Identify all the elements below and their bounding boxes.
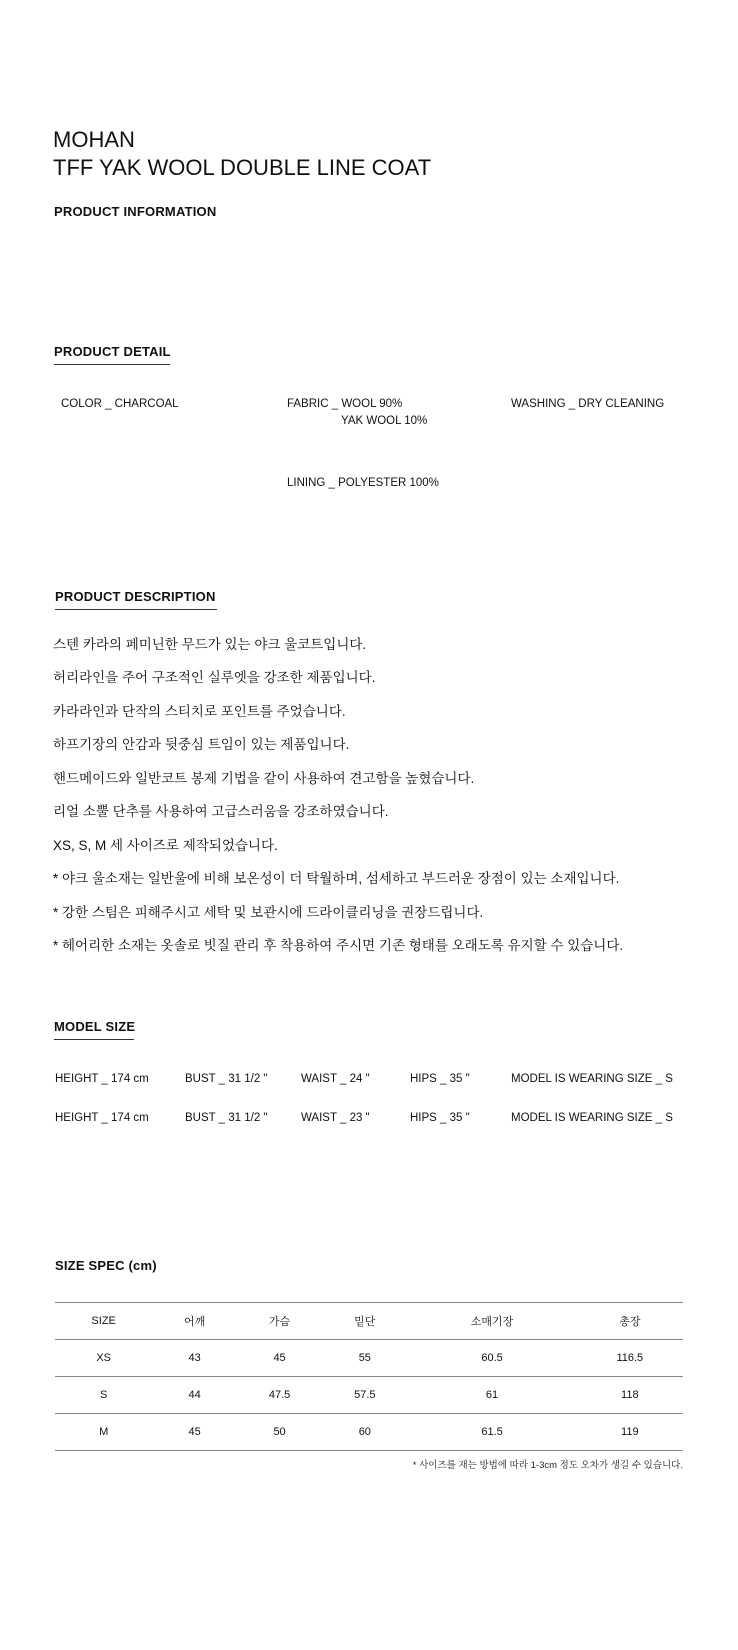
table-cell: S xyxy=(55,1377,152,1414)
description-line: 핸드메이드와 일반코트 봉제 기법을 같이 사용하여 견고함을 높혔습니다. xyxy=(53,771,475,786)
table-row xyxy=(55,1377,683,1414)
description-line: 허리라인을 주어 구조적인 실루엣을 강조한 제품입니다. xyxy=(53,670,376,685)
size-spec-heading: SIZE SPEC (cm) xyxy=(55,1258,157,1273)
detail-color: COLOR _ CHARCOAL xyxy=(61,398,179,410)
table-row xyxy=(55,1340,683,1377)
table-row xyxy=(55,1414,683,1451)
description-line: 스텐 카라의 페미닌한 무드가 있는 야크 울코트입니다. xyxy=(53,637,367,652)
size-spec-header-row xyxy=(55,1303,683,1340)
model-2-wearing-size: MODEL IS WEARING SIZE _ S xyxy=(511,1112,673,1124)
description-line: 리얼 소뿔 단추를 사용하여 고급스러움을 강조하였습니다. xyxy=(53,804,389,819)
size-column-header: SIZE xyxy=(55,1303,152,1340)
shoulder-column-header: 어깨 xyxy=(152,1303,237,1340)
model-2-waist: WAIST _ 23 " xyxy=(301,1112,370,1124)
description-line: XS, S, M 세 사이즈로 제작되었습니다. xyxy=(53,838,278,853)
model-2-bust: BUST _ 31 1/2 " xyxy=(185,1112,268,1124)
hem-column-header: 밑단 xyxy=(322,1303,407,1340)
table-cell: 47.5 xyxy=(237,1377,322,1414)
description-line: 카라라인과 단작의 스티치로 포인트를 주었습니다. xyxy=(53,704,346,719)
size-spec-table xyxy=(55,1302,683,1451)
table-cell: 60 xyxy=(322,1414,407,1451)
model-2-hips: HIPS _ 35 " xyxy=(410,1112,470,1124)
table-cell: 61 xyxy=(407,1377,576,1414)
model-size-divider xyxy=(54,1039,134,1040)
detail-fabric-line-2: YAK WOOL 10% xyxy=(341,415,428,427)
model-1-hips: HIPS _ 35 " xyxy=(410,1073,470,1085)
model-size-heading: MODEL SIZE xyxy=(54,1019,136,1034)
table-cell: 43 xyxy=(152,1340,237,1377)
model-1-waist: WAIST _ 24 " xyxy=(301,1073,370,1085)
detail-washing: WASHING _ DRY CLEANING xyxy=(511,398,665,410)
chest-column-header: 가슴 xyxy=(237,1303,322,1340)
description-line: * 야크 울소재는 일반울에 비해 보온성이 더 탁월하며, 섬세하고 부드러운 장점이 있는 소재입니다. xyxy=(53,871,620,886)
table-cell: XS xyxy=(55,1340,152,1377)
table-cell: 116.5 xyxy=(577,1340,683,1377)
description-line: * 헤어리한 소재는 옷솔로 빗질 관리 후 착용하여 주시면 기존 형태를 오래도록 유지할 수 있습니다. xyxy=(53,938,624,953)
model-2-height: HEIGHT _ 174 cm xyxy=(55,1112,149,1124)
table-cell: 119 xyxy=(577,1414,683,1451)
description-line: 하프기장의 안감과 뒷중심 트임이 있는 제품입니다. xyxy=(53,737,350,752)
size-measurement-note: * 사이즈를 재는 방법에 따라 1-3cm 정도 오차가 생길 수 있습니다. xyxy=(412,1460,683,1471)
product-detail-divider xyxy=(54,364,170,365)
detail-fabric-line-1: FABRIC _ WOOL 90% xyxy=(287,398,403,410)
total-length-column-header: 총장 xyxy=(577,1303,683,1340)
table-cell: 57.5 xyxy=(322,1377,407,1414)
product-description-divider xyxy=(55,609,217,610)
table-cell: 44 xyxy=(152,1377,237,1414)
product-title: TFF YAK WOOL DOUBLE LINE COAT xyxy=(53,155,432,180)
sleeve-length-column-header: 소매기장 xyxy=(407,1303,576,1340)
table-cell: 61.5 xyxy=(407,1414,576,1451)
table-cell: 60.5 xyxy=(407,1340,576,1377)
model-1-wearing-size: MODEL IS WEARING SIZE _ S xyxy=(511,1073,673,1085)
table-cell: 45 xyxy=(152,1414,237,1451)
table-cell: 50 xyxy=(237,1414,322,1451)
table-cell: 118 xyxy=(577,1377,683,1414)
product-description-heading: PRODUCT DESCRIPTION xyxy=(55,589,216,604)
detail-lining: LINING _ POLYESTER 100% xyxy=(287,477,439,489)
table-cell: 45 xyxy=(237,1340,322,1377)
model-1-bust: BUST _ 31 1/2 " xyxy=(185,1073,268,1085)
description-line: * 강한 스팀은 피해주시고 세탁 및 보관시에 드라이클리닝을 권장드립니다. xyxy=(53,905,484,920)
brand-name: MOHAN xyxy=(53,127,135,152)
product-information-heading: PRODUCT INFORMATION xyxy=(54,204,217,219)
table-cell: 55 xyxy=(322,1340,407,1377)
product-detail-heading: PRODUCT DETAIL xyxy=(54,344,171,359)
model-1-height: HEIGHT _ 174 cm xyxy=(55,1073,149,1085)
table-cell: M xyxy=(55,1414,152,1451)
